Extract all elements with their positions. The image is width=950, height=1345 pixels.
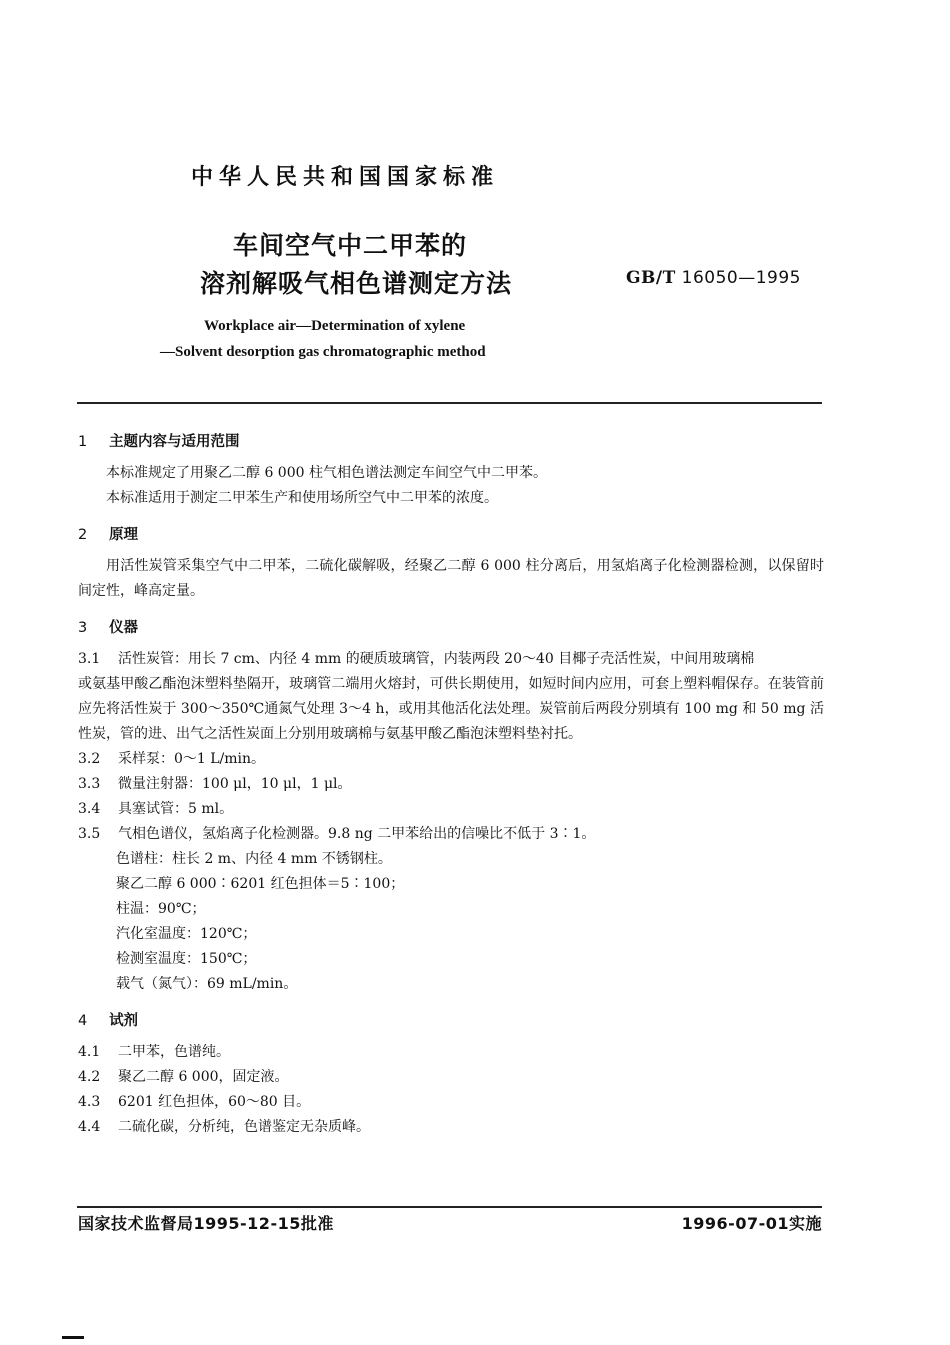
gc-condition-ratio: 聚乙二醇 6 000∶6201 红色担体＝5∶100； [116, 876, 405, 892]
section-3-heading [78, 616, 824, 641]
english-title [160, 313, 580, 365]
footer-divider [77, 1206, 822, 1208]
clause-4-2-text: 聚乙二醇 6 000，固定液。 [118, 1069, 289, 1085]
clause-3-2-text: 采样泵：0～1 L/min。 [118, 751, 266, 767]
section-2-title: 原理 [109, 527, 139, 543]
section-1-heading [78, 430, 824, 455]
section-3-number: 3 [78, 620, 88, 636]
approval-date: 国家技术监督局1995-12-15批准 [78, 1214, 334, 1233]
clause-3-5-text: 气相色谱仪，氢焰离子化检测器。9.8 ng 二甲苯给出的信噪比不低于 3∶1。 [118, 826, 596, 842]
clause-3-5-number: 3.5 [78, 826, 101, 842]
section-4-number: 4 [78, 1013, 88, 1029]
header-divider [77, 402, 822, 404]
clause-4-2 [78, 1065, 824, 1090]
clause-3-2 [78, 747, 824, 772]
standard-code-number: 16050—1995 [681, 268, 801, 288]
clause-3-4-text: 具塞试管：5 ml。 [118, 801, 234, 817]
clause-4-3 [78, 1090, 824, 1115]
section-1-paragraph-1: 本标准规定了用聚乙二醇 6 000 柱气相色谱法测定车间空气中二甲苯。 [106, 465, 547, 481]
section-2-heading [78, 523, 824, 548]
clause-3-3-text: 微量注射器：100 μl，10 μl，1 μl。 [118, 776, 352, 792]
clause-4-1-text: 二甲苯，色谱纯。 [118, 1044, 230, 1060]
clause-4-3-number: 4.3 [78, 1094, 101, 1110]
chinese-title [200, 227, 512, 303]
clause-4-4-text: 二硫化碳，分析纯，色谱鉴定无杂质峰。 [118, 1119, 370, 1135]
gc-condition-vaporizer-temp: 汽化室温度：120℃； [116, 926, 257, 942]
document-body [78, 430, 824, 1140]
clause-4-3-text: 6201 红色担体，60～80 目。 [118, 1094, 311, 1110]
clause-3-4 [78, 797, 824, 822]
clause-3-3-number: 3.3 [78, 776, 101, 792]
clause-3-1-text-continued: 或氨基甲酸乙酯泡沫塑料垫隔开，玻璃管二端用火熔封，可供长期使用，如短时间内应用，可套上塑料帽保存。在装管前应先将活性炭于 300～350℃通氮气处理 3～4 h，或用其他活化法处理。炭管前后两段分别填有 100 mg 和 50 mg 活性炭，管的进、出气之活性炭面上分别用玻璃棉与氨基甲酸乙酯泡沫塑料垫衬托。 [78, 676, 824, 742]
clause-3-3 [78, 772, 824, 797]
clause-4-2-number: 4.2 [78, 1069, 101, 1085]
section-1-number: 1 [78, 434, 88, 450]
page-corner-mark [62, 1336, 84, 1339]
section-2-paragraph-1: 用活性炭管采集空气中二甲苯，二硫化碳解吸，经聚乙二醇 6 000 柱分离后，用氢焰离子化检测器检测，以保留时间定性，峰高定量。 [78, 558, 824, 599]
section-4-title: 试剂 [109, 1013, 139, 1029]
section-4-heading [78, 1009, 824, 1034]
clause-3-2-number: 3.2 [78, 751, 101, 767]
country-standard-heading: 中华人民共和国国家标准 [190, 165, 499, 190]
section-3-title: 仪器 [109, 620, 139, 636]
gc-condition-column-temp: 柱温：90℃； [116, 901, 206, 917]
clause-4-1-number: 4.1 [78, 1044, 101, 1060]
clause-3-1-text-first-line: 活性炭管：用长 7 cm、内径 4 mm 的硬质玻璃管，内装两段 20～40 目椰子壳活性炭，中间用玻璃棉 [118, 651, 755, 667]
english-title-line-2: —Solvent desorption gas chromatographic method [160, 344, 486, 360]
standard-code-prefix: GB/T [626, 268, 676, 288]
gc-condition-column: 色谱柱：柱长 2 m、内径 4 mm 不锈钢柱。 [116, 851, 392, 867]
gc-condition-detector-temp: 检测室温度：150℃； [116, 951, 257, 967]
clause-4-4-number: 4.4 [78, 1119, 101, 1135]
clause-3-1-number: 3.1 [78, 651, 101, 667]
chinese-title-line-1: 车间空气中二甲苯的 [233, 231, 468, 260]
clause-4-1 [78, 1040, 824, 1065]
section-1-title: 主题内容与适用范围 [109, 434, 240, 450]
clause-4-4 [78, 1115, 824, 1140]
standard-code [626, 268, 801, 288]
gc-condition-carrier-gas: 载气（氮气）：69 mL/min。 [116, 976, 298, 992]
implementation-date: 1996-07-01实施 [681, 1214, 822, 1233]
clause-3-1 [78, 647, 824, 747]
clause-3-5 [78, 822, 824, 847]
section-2-number: 2 [78, 527, 88, 543]
chinese-title-line-2: 溶剂解吸气相色谱测定方法 [200, 269, 513, 298]
clause-3-4-number: 3.4 [78, 801, 101, 817]
section-1-paragraph-2: 本标准适用于测定二甲苯生产和使用场所空气中二甲苯的浓度。 [106, 490, 498, 506]
english-title-line-1: Workplace air—Determination of xylene [204, 318, 466, 334]
